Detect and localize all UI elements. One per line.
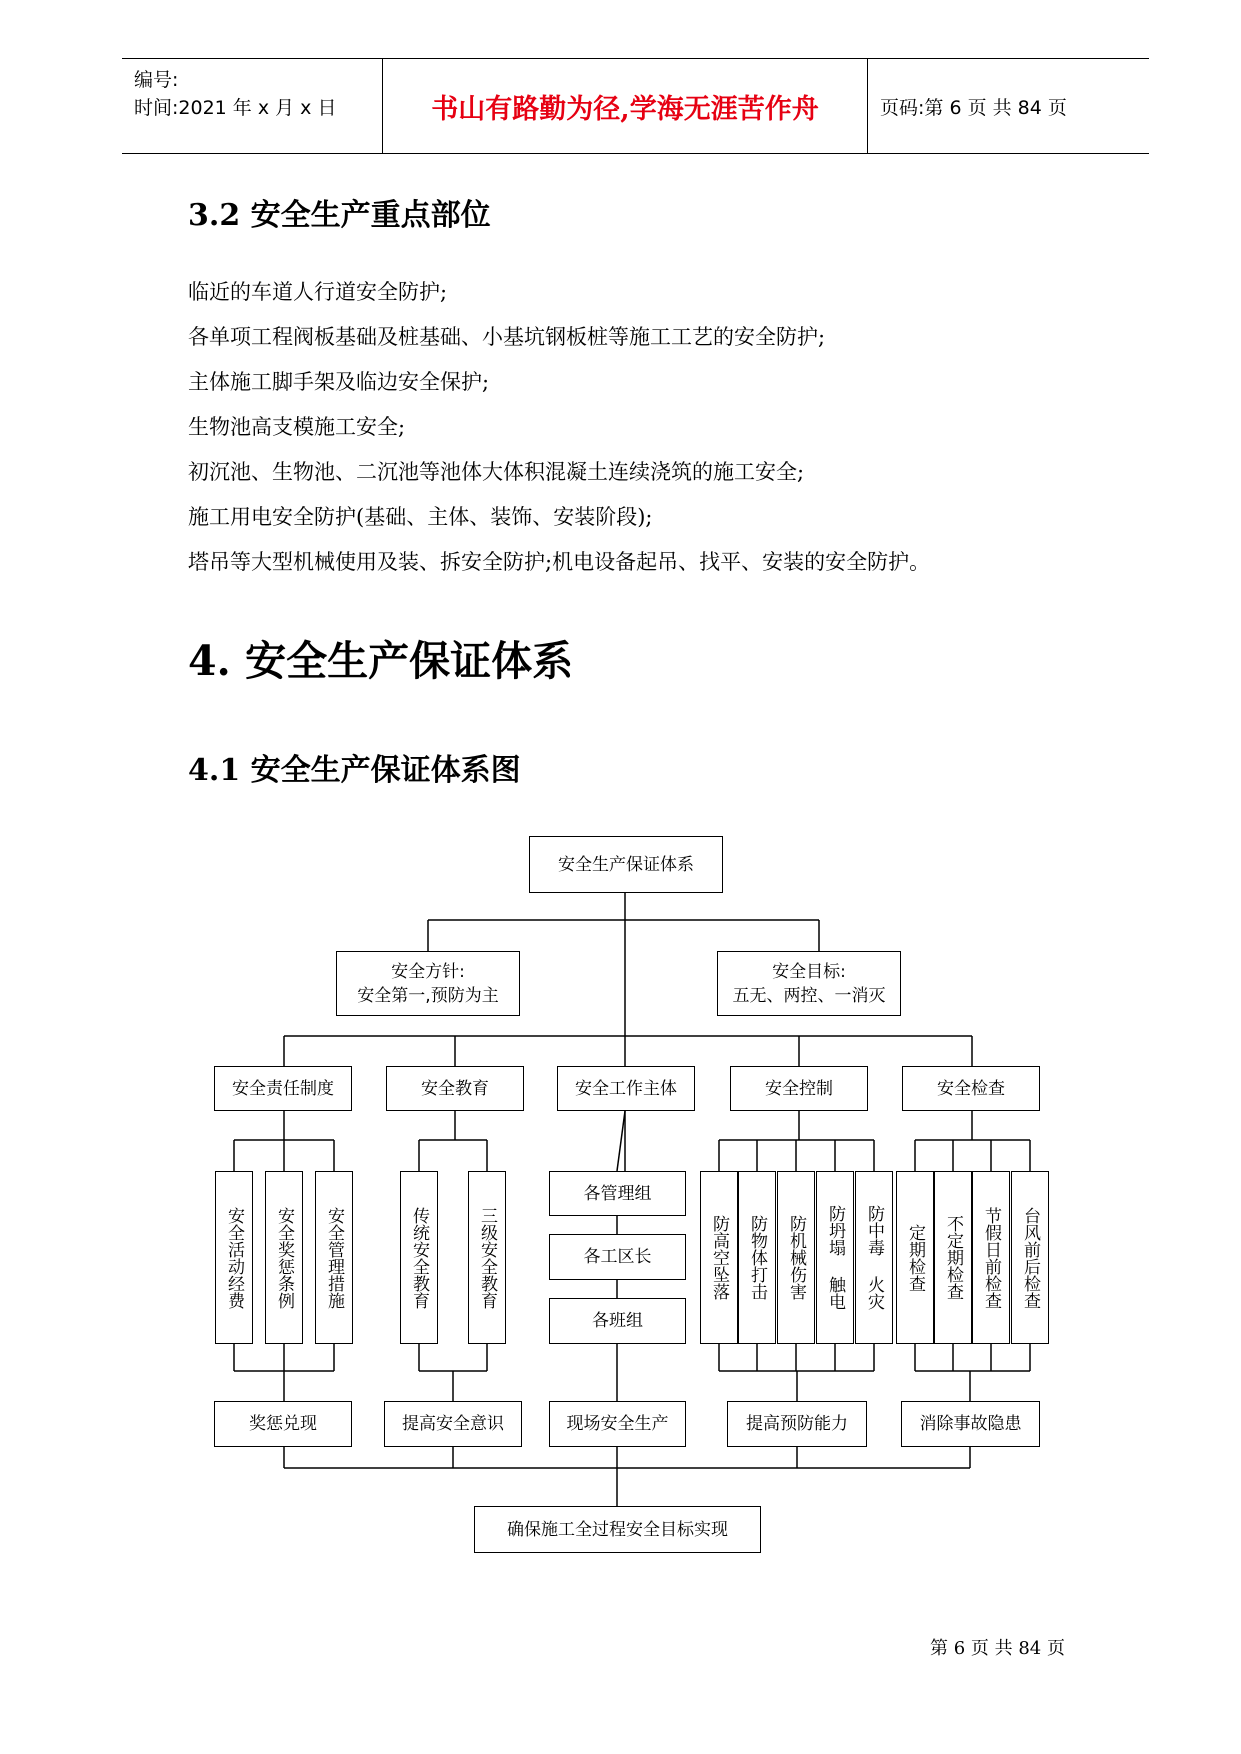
responsibility-item-box: 安全活动经费 — [215, 1171, 253, 1344]
responsibility-item-box: 安全管理措施 — [315, 1171, 353, 1344]
list-item: 生物池高支模施工安全; — [188, 415, 406, 439]
diagram-root-box: 安全生产保证体系 — [529, 836, 723, 893]
list-item: 塔吊等大型机械使用及装、拆安全防护;机电设备起吊、找平、安装的安全防护。 — [188, 550, 931, 574]
section-4-1-heading: 4.1 安全生产保证体系图 — [188, 753, 521, 788]
motto-text: 书山有路勤为径,学海无涯苦作舟 — [431, 94, 819, 125]
final-goal-box: 确保施工全过程安全目标实现 — [474, 1506, 761, 1553]
education-item-box: 传统安全教育 — [400, 1171, 438, 1344]
list-item: 初沉池、生物池、二沉池等池体大体积混凝土连续浇筑的施工安全; — [188, 460, 805, 484]
inspection-item-box: 定期检查 — [896, 1171, 934, 1344]
list-item: 临近的车道人行道安全防护; — [188, 280, 448, 304]
control-item-box: 防中毒 火灾 — [855, 1171, 893, 1344]
branch-work-subject-box: 安全工作主体 — [557, 1066, 695, 1111]
outcome-box: 消除事故隐患 — [901, 1401, 1040, 1447]
section-3-2-heading: 3.2 安全生产重点部位 — [188, 198, 491, 233]
inspection-item-box: 台风前后检查 — [1011, 1171, 1049, 1344]
outcome-box: 提高安全意识 — [384, 1401, 522, 1447]
date-label: 时间:2021 年 x 月 x 日 — [134, 97, 337, 119]
control-item-box: 防坍塌 触电 — [816, 1171, 854, 1344]
list-item: 施工用电安全防护(基础、主体、装饰、安装阶段); — [188, 505, 653, 529]
work-subject-box: 各班组 — [549, 1298, 686, 1344]
inspection-item-box: 不定期检查 — [934, 1171, 972, 1344]
responsibility-item-box: 安全奖惩条例 — [265, 1171, 303, 1344]
branch-inspection-box: 安全检查 — [902, 1066, 1040, 1111]
work-subject-box: 各管理组 — [549, 1171, 686, 1216]
inspection-item-box: 节假日前检查 — [972, 1171, 1010, 1344]
page-number-label: 页码:第 6 页 共 84 页 — [880, 97, 1067, 119]
control-item-box: 防机械伤害 — [777, 1171, 815, 1344]
outcome-box: 提高预防能力 — [727, 1401, 867, 1447]
list-item: 各单项工程阀板基础及桩基础、小基坑钢板桩等施工工艺的安全防护; — [188, 325, 826, 349]
education-item-box: 三级安全教育 — [468, 1171, 506, 1344]
serial-number-label: 编号: — [134, 69, 179, 91]
list-item: 主体施工脚手架及临边安全保护; — [188, 370, 490, 394]
branch-responsibility-box: 安全责任制度 — [214, 1066, 352, 1111]
work-subject-box: 各工区长 — [549, 1234, 686, 1280]
outcome-box: 奖惩兑现 — [214, 1401, 352, 1447]
safety-goal-box: 安全目标: 五无、两控、一消灭 — [717, 951, 901, 1016]
control-item-box: 防高空坠落 — [700, 1171, 738, 1344]
control-item-box: 防物体打击 — [738, 1171, 776, 1344]
branch-control-box: 安全控制 — [730, 1066, 868, 1111]
branch-education-box: 安全教育 — [386, 1066, 524, 1111]
section-4-heading: 4. 安全生产保证体系 — [188, 637, 574, 685]
page-footer: 第 6 页 共 84 页 — [930, 1638, 1065, 1659]
outcome-box: 现场安全生产 — [549, 1401, 686, 1447]
safety-policy-box: 安全方针: 安全第一,预防为主 — [336, 951, 520, 1016]
